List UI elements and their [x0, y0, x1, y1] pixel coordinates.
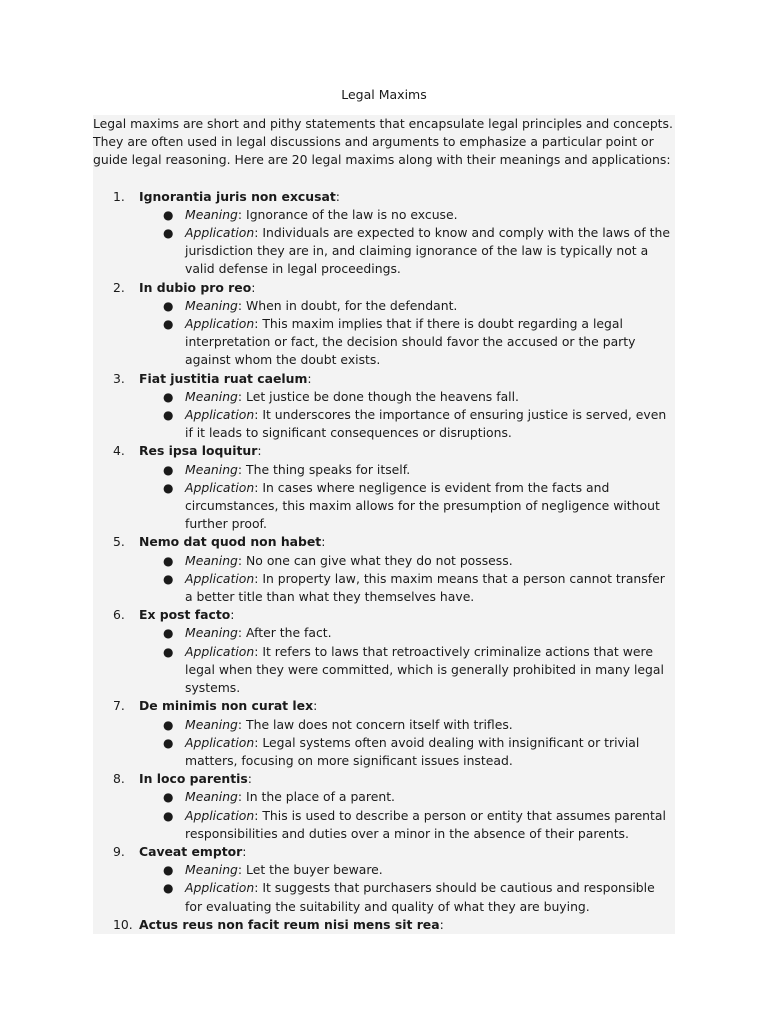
meaning-text: : No one can give what they do not possess. — [237, 552, 513, 568]
meaning-text: : The thing speaks for itself. — [237, 461, 411, 477]
colon: : — [439, 916, 444, 932]
meaning-text: : When in doubt, for the defendant. — [237, 297, 458, 313]
bullet-icon: ● — [163, 553, 174, 568]
meaning-item — [163, 388, 675, 406]
maxim-details — [139, 788, 675, 843]
maxims-list — [93, 188, 675, 934]
application-item — [163, 570, 675, 606]
meaning-label: Meaning — [185, 552, 238, 568]
meaning-label: Meaning — [185, 461, 238, 477]
maxim-details — [139, 206, 675, 279]
maxim-term: In loco parentis — [139, 771, 248, 787]
maxim-number: 5. — [113, 534, 125, 550]
maxim-details — [139, 861, 675, 916]
application-text: : Legal systems often avoid dealing with insignificant or trivial matters, focusing on more significant issues instead. — [185, 734, 640, 768]
maxim-number: 3. — [113, 370, 125, 386]
colon: : — [335, 188, 340, 204]
colon: : — [257, 443, 262, 459]
bullet-icon: ● — [163, 808, 174, 823]
meaning-item — [163, 206, 675, 224]
meaning-item — [163, 624, 675, 642]
maxim-number: 2. — [113, 279, 125, 295]
application-label: Application — [185, 225, 255, 241]
application-item — [163, 734, 675, 770]
application-label: Application — [185, 643, 255, 659]
application-label: Application — [185, 316, 255, 332]
bullet-icon: ● — [163, 717, 174, 732]
bullet-icon: ● — [163, 626, 174, 641]
meaning-item — [163, 716, 675, 734]
application-text: : It refers to laws that retroactively criminalize actions that were legal when they were committed, which is generally prohibited in many legal systems. — [185, 643, 664, 696]
maxim-number: 1. — [113, 188, 125, 204]
maxim-item — [93, 770, 675, 843]
application-text: : This is used to describe a person or entity that assumes parental responsibilities and duties over a minor in the absence of their parents. — [185, 807, 666, 841]
meaning-item — [163, 461, 675, 479]
maxim-term: De minimis non curat lex — [139, 698, 314, 714]
application-item — [163, 224, 675, 279]
bullet-icon: ● — [163, 571, 174, 586]
maxim-item — [93, 442, 675, 533]
maxim-details — [139, 297, 675, 370]
meaning-label: Meaning — [185, 388, 238, 404]
maxim-number: 8. — [113, 771, 125, 787]
bullet-icon: ● — [163, 480, 174, 495]
maxim-term: Ignorantia juris non excusat — [139, 188, 336, 204]
bullet-icon: ● — [163, 207, 174, 222]
meaning-text: : In the place of a parent. — [237, 789, 395, 805]
application-item — [163, 643, 675, 698]
bullet-icon: ● — [163, 462, 174, 477]
bullet-icon: ● — [163, 735, 174, 750]
maxim-term: Actus reus non facit reum nisi mens sit rea — [139, 916, 440, 932]
colon: : — [251, 279, 256, 295]
maxim-item — [93, 916, 675, 934]
maxim-item — [93, 370, 675, 443]
application-item — [163, 807, 675, 843]
bullet-icon: ● — [163, 408, 174, 423]
maxim-number: 10. — [113, 916, 133, 932]
application-text: : In property law, this maxim means that a person cannot transfer a better title than what they themselves have. — [185, 570, 665, 605]
meaning-item — [163, 861, 675, 879]
colon: : — [247, 771, 252, 787]
maxim-item — [93, 697, 675, 770]
colon: : — [242, 843, 247, 859]
maxim-term: In dubio pro reo — [139, 279, 252, 295]
meaning-label: Meaning — [185, 206, 238, 222]
maxim-details — [139, 624, 675, 697]
meaning-item — [163, 552, 675, 570]
application-text: : Individuals are expected to know and comply with the laws of the jurisdiction they are in, and claiming ignorance of the law is typically not a valid defense in legal proceedings. — [185, 225, 671, 277]
bullet-icon: ● — [163, 644, 174, 659]
application-text: : It suggests that purchasers should be cautious and responsible for evaluating the suitability and quality of what they are buying. — [185, 880, 655, 914]
meaning-text: : Ignorance of the law is no excuse. — [237, 206, 458, 222]
maxim-number: 6. — [113, 607, 125, 623]
maxim-term: Fiat justitia ruat caelum — [139, 370, 308, 386]
application-item — [163, 315, 675, 370]
bullet-icon: ● — [163, 790, 174, 805]
maxim-details — [139, 716, 675, 771]
maxim-item — [93, 279, 675, 370]
meaning-label: Meaning — [185, 625, 238, 641]
meaning-text: : After the fact. — [237, 625, 332, 641]
bullet-icon: ● — [163, 389, 174, 404]
application-label: Application — [185, 407, 255, 423]
bullet-icon: ● — [163, 863, 174, 878]
colon: : — [230, 607, 235, 623]
page-title: Legal Maxims — [341, 87, 427, 102]
bullet-icon: ● — [163, 881, 174, 896]
meaning-item — [163, 788, 675, 806]
colon: : — [307, 370, 312, 386]
meaning-label: Meaning — [185, 716, 238, 732]
bullet-icon: ● — [163, 317, 174, 332]
maxim-item — [93, 188, 675, 279]
maxim-item — [93, 843, 675, 916]
maxim-number: 9. — [113, 843, 125, 859]
application-text: : It underscores the importance of ensuring justice is served, even if it leads to significant consequences or disruptions. — [185, 407, 667, 441]
maxim-term: Nemo dat quod non habet — [139, 534, 322, 550]
application-item — [163, 479, 675, 534]
meaning-text: : The law does not concern itself with trifles. — [237, 716, 513, 732]
meaning-item — [163, 297, 675, 315]
document-body — [93, 115, 675, 934]
application-label: Application — [185, 734, 255, 750]
application-label: Application — [185, 807, 255, 823]
maxim-details — [139, 461, 675, 534]
maxim-number: 7. — [113, 698, 125, 714]
maxim-term: Res ipsa loquitur — [139, 443, 258, 459]
maxim-term: Caveat emptor — [139, 843, 243, 859]
bullet-icon: ● — [163, 298, 174, 313]
meaning-text: : Let justice be done though the heavens fall. — [237, 388, 519, 404]
bullet-icon: ● — [163, 226, 174, 241]
maxim-details — [139, 552, 675, 607]
colon: : — [321, 534, 326, 550]
maxim-details — [139, 388, 675, 443]
application-label: Application — [185, 570, 255, 586]
application-item — [163, 406, 675, 442]
application-item — [163, 879, 675, 915]
maxim-item — [93, 533, 675, 606]
application-text: : This maxim implies that if there is doubt regarding a legal interpretation or fact, the decision should favor the accused or the party against whom the doubt exists. — [185, 316, 636, 368]
maxim-term: Ex post facto — [139, 607, 231, 623]
meaning-label: Meaning — [185, 862, 238, 878]
maxim-item — [93, 606, 675, 697]
application-label: Application — [185, 880, 255, 896]
application-label: Application — [185, 479, 255, 495]
maxim-number: 4. — [113, 443, 125, 459]
meaning-label: Meaning — [185, 297, 238, 313]
meaning-label: Meaning — [185, 789, 238, 805]
intro-paragraph: Legal maxims are short and pithy statements that encapsulate legal principles and concepts. They are often used in legal discussions and arguments to emphasize a particular point or guide legal reasoning. Here are 20 legal maxims along with their meanings and applications: — [93, 116, 673, 168]
colon: : — [313, 698, 318, 714]
application-text: : In cases where negligence is evident from the facts and circumstances, this maxim allows for the presumption of negligence without further proof. — [185, 479, 660, 532]
meaning-text: : Let the buyer beware. — [237, 862, 383, 878]
